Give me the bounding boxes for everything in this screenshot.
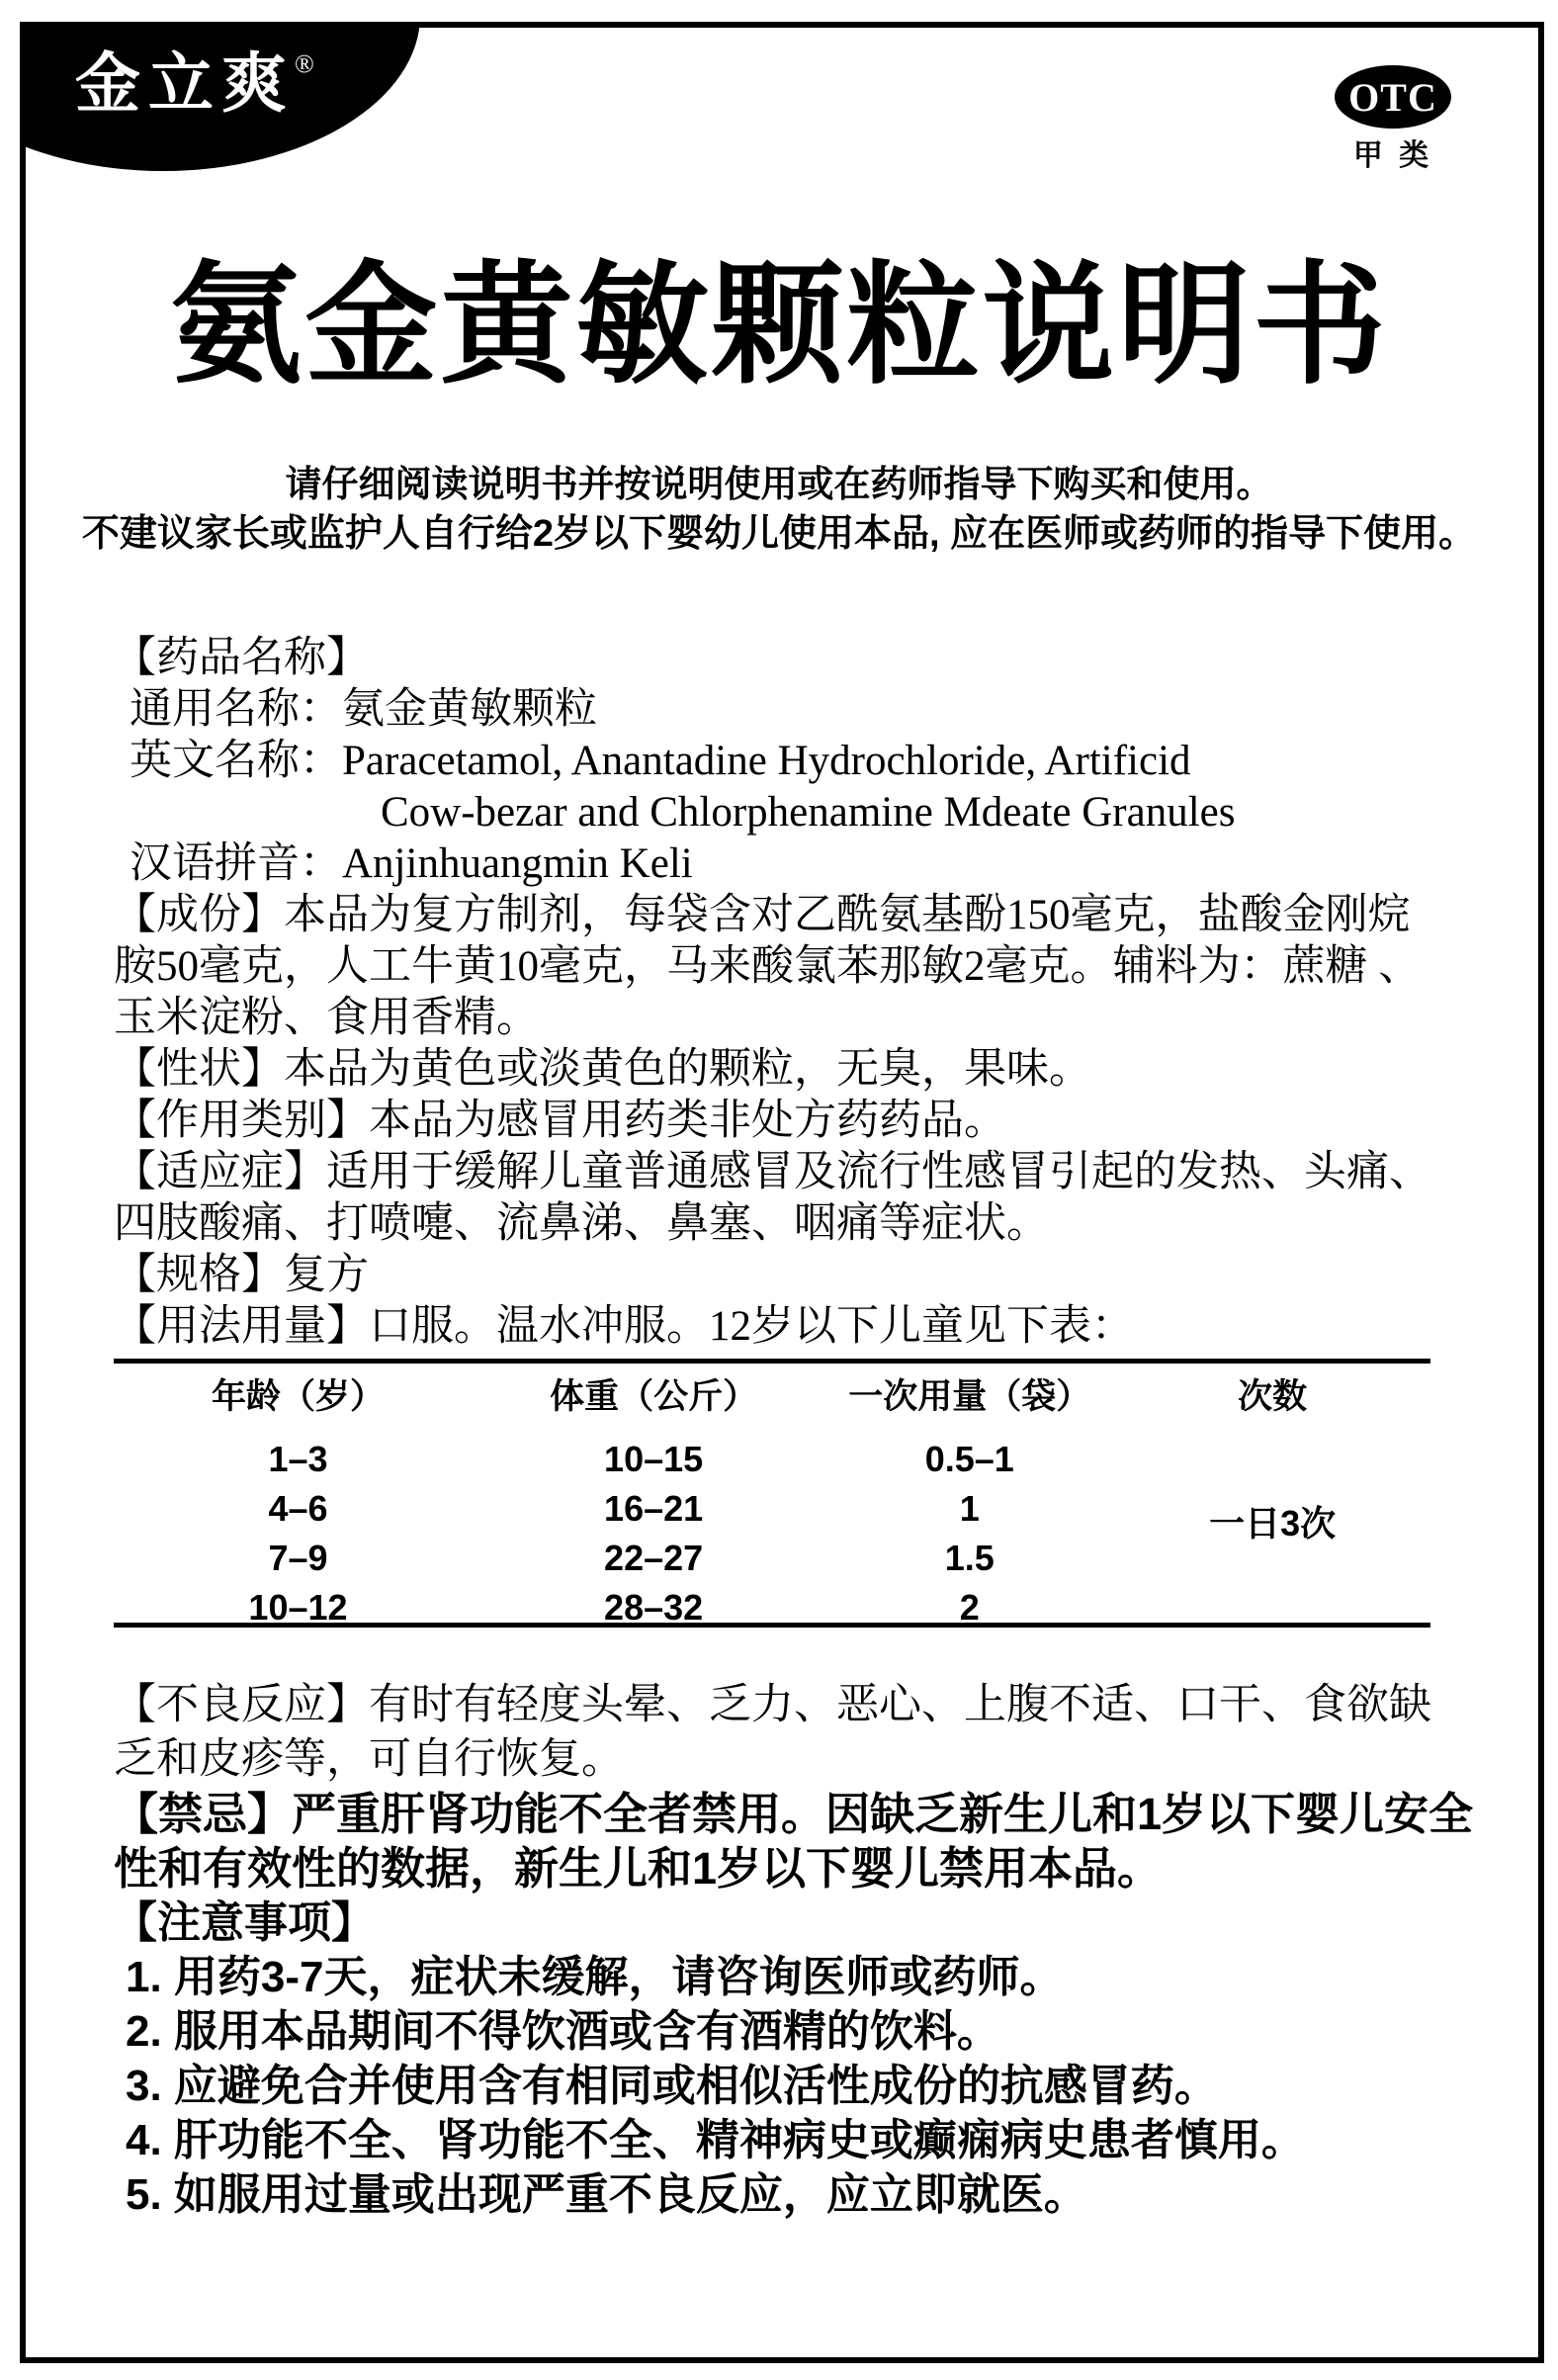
properties-line: 【性状】本品为黄色或淡黄色的颗粒，无臭，果味。 (114, 1046, 1091, 1093)
table-row (114, 1435, 1430, 1484)
table-cell: 1–3 (268, 1439, 328, 1479)
generic-name-line: 通用名称：氨金黄敏颗粒 (130, 686, 597, 733)
section-drug-name-heading: 【药品名称】 (114, 635, 369, 681)
precaution-item-5: 5. 如服用过量或出现严重不良反应，应立即就医。 (126, 2170, 1087, 2219)
action-category-line: 【作用类别】本品为感冒用药类非处方药药品。 (114, 1098, 1006, 1144)
brand-name: 金立爽 (75, 48, 295, 121)
otc-badge (1335, 65, 1451, 129)
table-cell: 4–6 (268, 1488, 328, 1529)
dosage-table-header (114, 1377, 1430, 1417)
table-cell: 28–32 (604, 1587, 704, 1628)
dosage-table (114, 1359, 1430, 1628)
table-cell: 10–12 (248, 1587, 348, 1628)
table-cell: 0.5–1 (924, 1439, 1014, 1479)
otc-category-label: 甲 类 (1352, 139, 1433, 172)
indications-line-1: 【适应症】适用于缓解儿童普通感冒及流行性感冒引起的发热、头痛、 (114, 1149, 1431, 1195)
contraindications-line-2: 性和有效性的数据，新生儿和1岁以下婴儿禁用本品。 (114, 1843, 1163, 1894)
table-cell: 10–15 (604, 1439, 704, 1479)
precaution-item-3: 3. 应避免合并使用含有相同或相似活性成份的抗感冒药。 (126, 2062, 1218, 2110)
table-cell: 2 (959, 1587, 980, 1628)
notice-line-2: 不建议家长或监护人自行给2岁以下婴幼儿使用本品, 应在医师或药师的指导下使用。 (81, 513, 1477, 555)
table-row (114, 1583, 1430, 1632)
ingredients-line-2: 胺50毫克，人工牛黄10毫克，马来酸氯苯那敏2毫克。辅料为：蔗糖 、 (114, 943, 1422, 990)
ingredients-line-1: 【成份】本品为复方制剂，每袋含对乙酰氨基酚150毫克，盐酸金刚烷 (114, 892, 1411, 938)
precaution-item-4: 4. 肝功能不全、肾功能不全、精神病史或癫痫病史患者慎用。 (126, 2116, 1305, 2164)
registered-trademark-icon: ® (295, 49, 314, 78)
ingredients-line-3: 玉米淀粉、食用香精。 (114, 995, 539, 1041)
frequency-note: 一日3次 (1209, 1503, 1337, 1543)
otc-label: OTC (1348, 74, 1437, 120)
header-age: 年龄（岁） (211, 1377, 385, 1416)
header-frequency: 次数 (1238, 1377, 1308, 1416)
contraindications-line-1: 【禁忌】严重肝肾功能不全者禁用。因缺乏新生儿和1岁以下婴儿安全 (114, 1789, 1474, 1839)
precaution-item-1: 1. 用药3-7天，症状未缓解，请咨询医师或药师。 (126, 1953, 1064, 2001)
notice-line-1: 请仔细阅读说明书并按说明使用或在药师指导下购买和使用。 (285, 464, 1273, 504)
english-name-continuation: Cow-bezar and Chlorphenamine Mdeate Granules (381, 789, 1236, 836)
table-cell: 16–21 (604, 1488, 704, 1529)
table-cell: 1 (959, 1488, 980, 1529)
english-name-line: 英文名称：Paracetamol, Anantadine Hydrochloride, Artificid (130, 738, 1191, 784)
table-cell: 22–27 (604, 1538, 704, 1578)
header-weight: 体重（公斤） (550, 1377, 758, 1416)
table-cell: 1.5 (944, 1538, 995, 1578)
indications-line-2: 四肢酸痛、打喷嚏、流鼻涕、鼻塞、咽痛等症状。 (114, 1200, 1049, 1247)
brand-logo-text (75, 47, 314, 123)
pinyin-line: 汉语拼音：Anjinhuangmin Keli (130, 840, 693, 887)
adverse-reactions-line-1: 【不良反应】有时有轻度头晕、乏力、恶心、上腹不适、口干、食欲缺 (114, 1682, 1431, 1728)
leaflet-body-lower (114, 1678, 1474, 2222)
specification-line: 【规格】复方 (114, 1252, 369, 1298)
header-dose: 一次用量（袋） (848, 1377, 1091, 1416)
brand-logo-area (26, 28, 579, 240)
precautions-heading: 【注意事项】 (114, 1898, 375, 1947)
precaution-item-2: 2. 服用本品期间不得饮酒或含有酒精的饮料。 (126, 2007, 1000, 2056)
adverse-reactions-line-2: 乏和皮疹等，可自行恢复。 (114, 1736, 624, 1783)
usage-dosage-line: 【用法用量】口服。温水冲服。12岁以下儿童见下表： (114, 1303, 1134, 1350)
drug-title: 氨金黄敏颗粒说明书 (169, 253, 1389, 399)
table-cell: 7–9 (268, 1538, 328, 1578)
leaflet-body-upper (114, 633, 1448, 1353)
